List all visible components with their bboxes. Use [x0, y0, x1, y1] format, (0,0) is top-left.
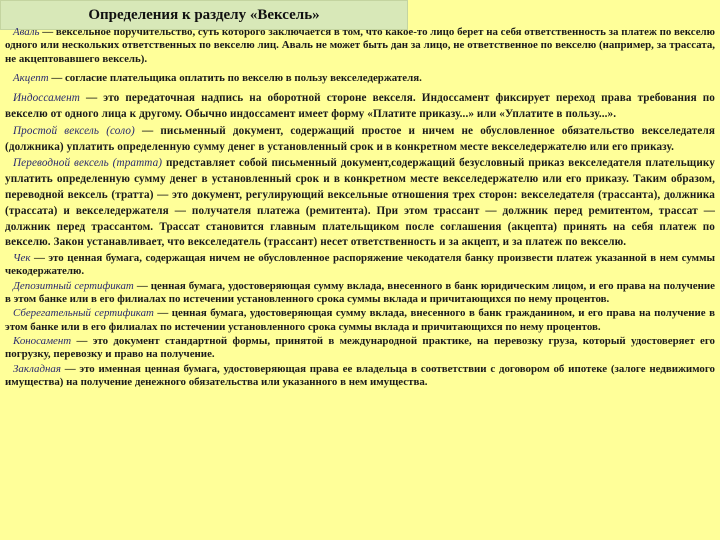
definition-term: Депозитный сертификат — [13, 279, 134, 292]
definition-text: — это передаточная надпись на оборотной стороне векселя. Индоссамент фиксирует переход права требования по векселю от одного лица к другому. Обычно индоссамент имеет форму «Платите приказу...» или «Уплатите в пользу...». — [5, 92, 715, 120]
definition-text: — это ценная бумага, содержащая ничем не обусловленное распоряжение чекодателя банку произвести платеж указанной в нем суммы чекодержателю. — [5, 252, 715, 278]
definition-akcept — [5, 72, 715, 85]
page-title: Определения к разделу «Вексель» — [0, 0, 408, 30]
definition-text: — письменный документ, содержащий простое и ничем не обусловленное обязательство векселедателя (должника) уплатить определенную сумму денег в установленный срок и в конкретном месте векселедержателю или его приказу. — [5, 124, 715, 153]
definition-term: Простой вексель (соло) — [13, 124, 135, 137]
definition-text: — вексельное поручительство, суть которого заключается в том, что какое-то лицо берет на себя ответственность за платеж по векселю одного или нескольких ответственных по векселю лиц. Аваль не может быть дан за лицо, не ответственное по векселю (например, за трассата, не акцептовавшего вексель). — [5, 26, 715, 65]
definition-term: Чек — [13, 252, 31, 265]
definition-sberegatelny-sertifikat — [5, 307, 715, 334]
definition-konosament — [5, 335, 715, 362]
definition-term: Коносамент — [13, 334, 72, 347]
definitions-list — [5, 26, 715, 390]
definition-text: — это именная ценная бумага, удостоверяющая права ее владельца в соответствии с договором об ипотеке (залоге недвижимого имущества) на получение денежного обязательства или указанного в нем имущества. — [5, 362, 715, 388]
definition-term: Аваль — [13, 26, 40, 38]
definition-text: — это документ стандартной формы, принятой в международной практике, на перевозку груза, который удостоверяет его погрузку, перевозку и право на получение. — [5, 334, 715, 361]
definition-text: — ценная бумага, удостоверяющая сумму вклада, внесенного в банк гражданином, и его права на получение в этом банке или в его филиалах по истечении установленного срока суммы вклада и причитающихся по нему процентов. — [5, 307, 715, 333]
definition-term: Акцепт — [13, 71, 49, 84]
definition-chek — [5, 252, 715, 279]
definition-zakladnaya — [5, 363, 715, 390]
definition-text: — ценная бумага, удостоверяющая сумму вклада, внесенного в банк юридическим лицом, и его права на получение в этом банке или в его филиалах по истечении установленного срока суммы вклада и причитающихся по нему процентов. — [5, 279, 715, 306]
definition-depozitny-sertifikat — [5, 280, 715, 307]
definition-prostoy-veksel — [5, 124, 715, 156]
definition-term: Сберегательный сертификат — [13, 307, 154, 320]
definition-text: — согласие плательщика оплатить по векселю в пользу векселедержателя. — [51, 71, 422, 84]
definition-perevodnoy-veksel — [5, 156, 715, 251]
definition-aval — [5, 26, 715, 66]
definition-indossament — [5, 91, 715, 123]
definition-term: Переводной вексель (тратта) — [13, 157, 163, 170]
definition-text: представляет собой письменный документ,содержащий безусловный приказ векселедателя плательщику уплатить определенную сумму денег в установленный срок и в конкретном месте векселедержателю или его приказу. Таким образом, переводной вексель (тратта) — это документ, регулирующий вексельные отношения трех сторон: векселедателя (трассанта), должника (трассата) и векселедержателя — получателя платежа (ремитента). При этом трассант — должник перед ремитентом, трассат — должник перед трассантом. Трассат становится главным плательщиком после соглашения (акцепта) принять на себя платеж по векселю. Закон устанавливает, что векселедатель (трассант) несет ответственность и за акцепт, и за платеж по векселю. — [5, 157, 715, 249]
definition-term: Индоссамент — [13, 92, 80, 105]
definition-term: Закладная — [13, 362, 61, 375]
